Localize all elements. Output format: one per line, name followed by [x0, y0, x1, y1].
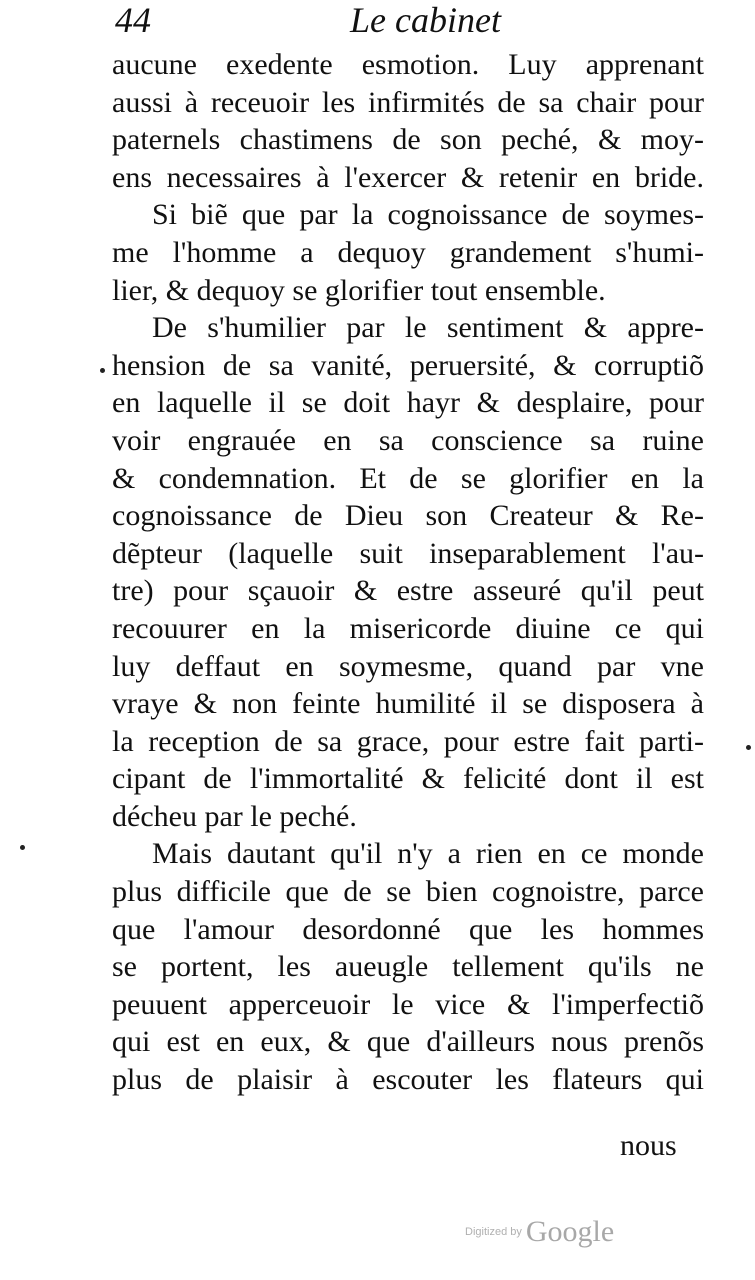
- scan-speck: [20, 845, 25, 850]
- body-text: [112, 46, 704, 1099]
- digitized-by-label: Digitized by: [465, 1226, 522, 1238]
- text-line: & condemnation. Et de se glorifier en la: [112, 461, 704, 495]
- text-line: dẽpteur (laquelle suit inseparablement l'au-: [112, 536, 704, 570]
- text-line: en laquelle il se doit hayr & desplaire, pour: [112, 386, 704, 420]
- text-line: plus de plaisir à escouter les flateurs qui: [112, 1063, 704, 1097]
- text-line: paternels chastimens de son peché, & moy-: [112, 123, 704, 157]
- paragraph-start-line: Si biẽ que par la cognoissance de soymes-: [152, 198, 704, 232]
- text-line: la reception de sa grace, pour estre fait parti-: [112, 724, 704, 758]
- scan-speck: [100, 368, 105, 373]
- text-line: aucune exedente esmotion. Luy apprenant: [112, 48, 704, 81]
- text-line: plus difficile que de se bien cognoistre, parce: [112, 875, 704, 909]
- page-number: 44: [115, 0, 151, 40]
- paragraph-end-line: lier, & dequoy se glorifier tout ensemble.: [112, 273, 606, 307]
- text-line: vraye & non feinte humilité il se disposera à: [112, 687, 704, 721]
- google-logo: Google: [525, 1215, 615, 1248]
- text-line: tre) pour sçauoir & estre asseuré qu'il peut: [112, 574, 704, 608]
- scan-speck: [746, 745, 751, 750]
- text-line: luy deffaut en soymesme, quand par vne: [112, 649, 704, 683]
- paragraph-end-line: décheu par le peché.: [112, 799, 357, 833]
- text-line: cognoissance de Dieu son Createur & Re-: [112, 499, 704, 533]
- running-head: Le cabinet: [350, 0, 501, 40]
- catchword: nous: [620, 1129, 677, 1162]
- text-line: aussi à receuoir les infirmités de sa chair pour: [112, 85, 704, 119]
- digitized-by-google-watermark: [465, 1215, 614, 1249]
- text-line: voir engrauée en sa conscience sa ruine: [112, 423, 704, 457]
- text-line: qui est en eux, & que d'ailleurs nous prenõs: [112, 1025, 704, 1059]
- text-line: se portent, les aueugle tellement qu'ils ne: [112, 950, 704, 984]
- text-line: ens necessaires à l'exercer & retenir en bride.: [112, 160, 704, 194]
- text-line: me l'homme a dequoy grandement s'humi-: [112, 235, 704, 269]
- paragraph-start-line: Mais dautant qu'il n'y a rien en ce monde: [152, 837, 704, 871]
- paragraph-start-line: De s'humilier par le sentiment & appre-: [152, 311, 704, 345]
- text-line: recouurer en la misericorde diuine ce qui: [112, 611, 704, 645]
- text-line: hension de sa vanité, peruersité, & corruptiõ: [112, 348, 704, 382]
- text-line: que l'amour desordonné que les hommes: [112, 912, 704, 946]
- text-line: peuuent apperceuoir le vice & l'imperfectiõ: [112, 987, 704, 1021]
- text-line: cipant de l'immortalité & felicité dont il est: [112, 762, 704, 796]
